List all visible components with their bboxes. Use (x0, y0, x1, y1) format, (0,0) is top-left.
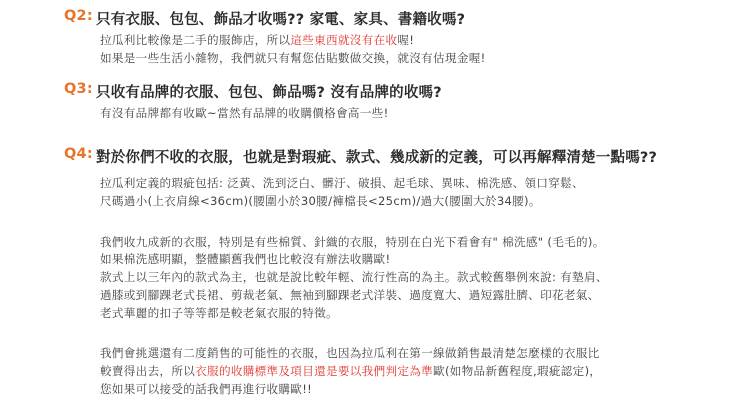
q4-label: Q4: (64, 146, 93, 162)
q4-standard-line-3: 您如果可以接受的話我們再進行收購歐!! (100, 382, 313, 396)
q4-standard-line-1: 我們會挑選還有二度銷售的可能性的衣服，也因為拉瓜利在第一線做銷售最清楚怎麼樣的衣服比 (100, 346, 600, 360)
q4-condition-line-1: 我們收九成新的衣服，特別是有些棉質、針織的衣服，特別在白光下看會有" 棉洗感" (毛毛的)。 (100, 235, 605, 249)
q4-standard-line-2 (100, 363, 601, 379)
q2-answer-line-1 (100, 32, 414, 48)
q4-standard-text: 較賣得出去，所以 (100, 364, 196, 378)
q3-title: 只收有品牌的衣服、包包、飾品嗎? 沒有品牌的收嗎? (96, 85, 442, 101)
q2-answer-text-end: 喔! (397, 33, 415, 47)
q4-standard-text-end: 歐(如物品新舊程度,瑕疵認定)， (433, 364, 602, 378)
q4-defects-line-1: 拉瓜利定義的瑕疵包括: 泛黃、洗到泛白、髒汙、破損、起毛球、異味、棉洗感、領口穿鬆、 (100, 176, 584, 190)
q3-answer-line-1: 有沒有品牌都有收歐~當然有品牌的收購價格會高一些! (100, 106, 389, 120)
q4-condition-line-2: 如果棉洗感明顯，整體顯舊我們也比較沒有辦法收購歐! (100, 252, 391, 266)
q2-answer-text: 拉瓜利比較像是二手的服飾店，所以 (100, 33, 291, 47)
q4-style-line-2: 過膝或到腳踝老式長裙、剪裁老氣、無袖到腳踝老式洋裝、過度寬大、過短露肚臍、印花老氣、 (100, 288, 600, 302)
q4-style-line-1: 款式上以三年內的款式為主，也就是說比較年輕、流行性高的為主。款式較舊舉例來說: 有墊肩、 (100, 270, 608, 284)
q2-answer-line-2: 如果是一些生活小雜物，我們就只有幫您估貼數做交換，就沒有估現金喔! (100, 51, 486, 65)
q4-standard-highlight: 衣服的收購標準及項目還是要以我們判定為準 (195, 364, 434, 378)
q2-answer-highlight: 這些東西就沒有在收 (290, 33, 398, 47)
q2-label: Q2: (64, 8, 93, 24)
q4-title: 對於你們不收的衣服，也就是對瑕疵、款式、幾成新的定義，可以再解釋清楚一點嗎?? (96, 150, 658, 166)
q3-label: Q3: (64, 81, 93, 97)
q4-style-line-3: 老式華麗的扣子等等都是較老氣衣服的特徵。 (100, 306, 338, 320)
q4-defects-line-2: 尺碼過小(上衣肩線<36cm)(腰圍小於30腰/褲檔長<25cm)/過大(腰圍大於34腰)。 (100, 194, 541, 208)
q2-title: 只有衣服、包包、飾品才收嗎?? 家電、家具、書籍收嗎? (96, 12, 466, 28)
